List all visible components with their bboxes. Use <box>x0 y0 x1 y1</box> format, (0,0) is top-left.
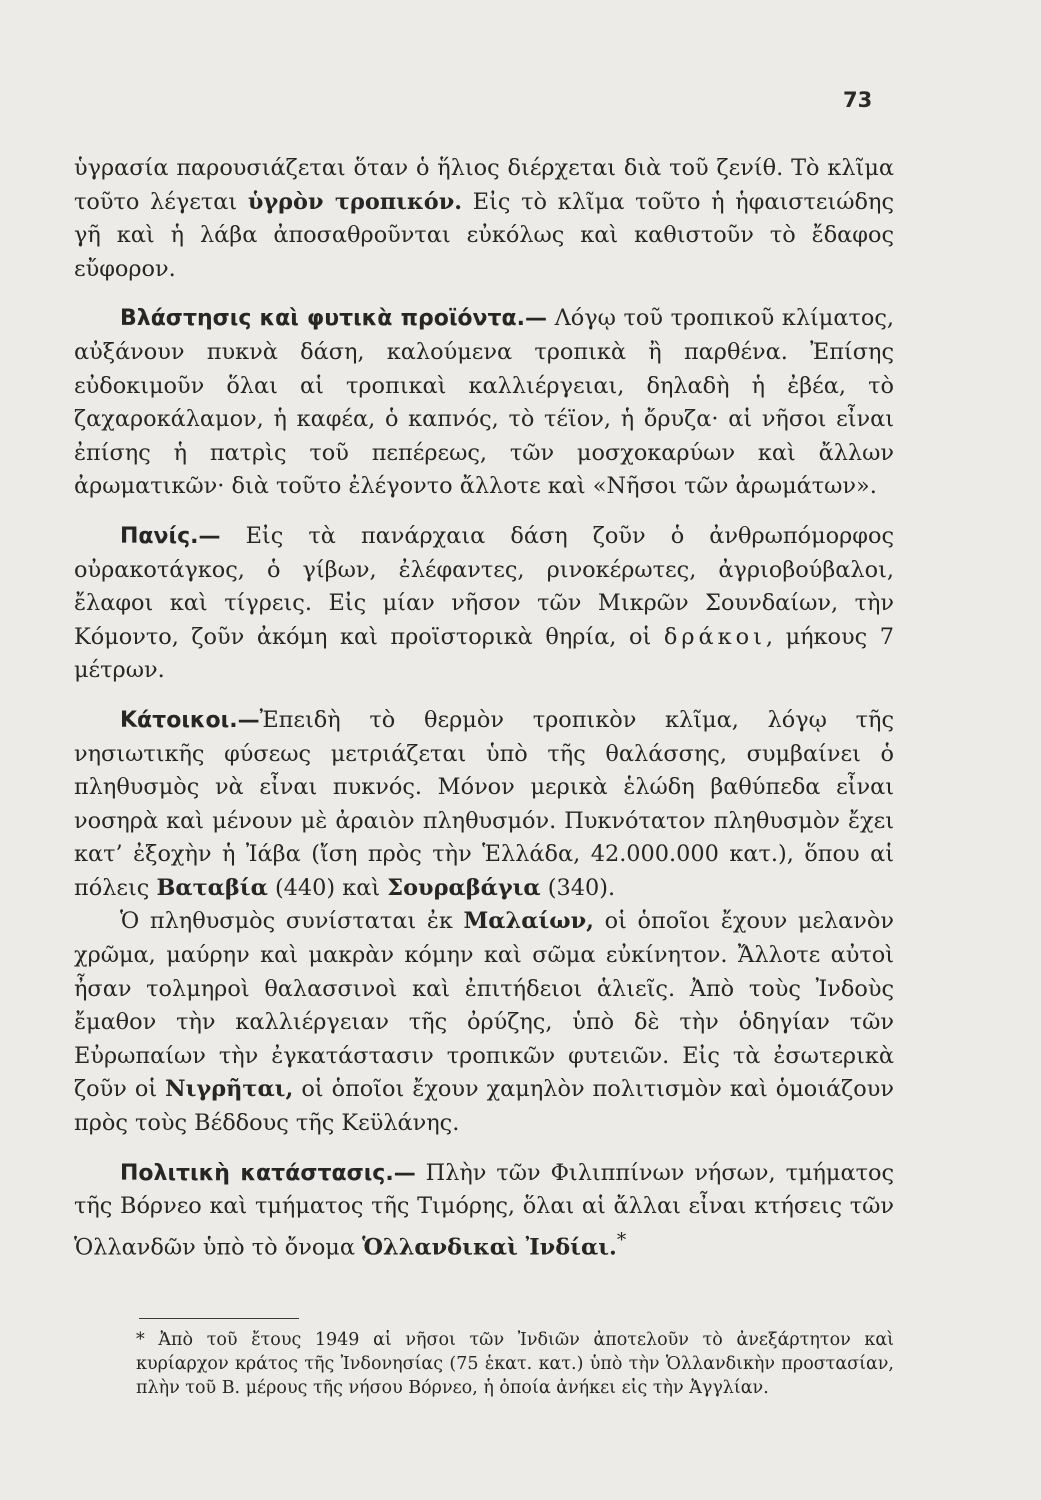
population-text-2: οἱ ὁποῖοι ἔχουν μελανὸν χρῶμα, μαύρην καὶ μακρὰν κόμην καὶ σῶμα εὐκίνητον. Ἄλλοτε αὐτοὶ ἦσαν τολμηροὶ θαλασσινοὶ καὶ ἐπιτήδειοι ἁλιεῖς. Ἀπὸ τοὺς Ἰνδοὺς ἔμαθον τὴν καλλιέργειαν τῆς ὀρύζης, ὑπὸ δὲ τὴν ὁδηγίαν τῶν Εὐρωπαίων τὴν ἐγκατάστασιν τροπικῶν φυτειῶν. Εἰς τὰ ἐσωτερικὰ ζοῦν οἱ <box>74 908 894 1103</box>
heading-political: Πολιτικὴ κατάστασις.— <box>120 1160 416 1186</box>
term-negritos: Νιγρῆται, <box>165 1076 294 1103</box>
footnote-text: * Ἀπὸ τοῦ ἔτους 1949 αἱ νῆσοι τῶν Ἰνδιῶν ἀποτελοῦν τὸ ἀνεξάρτητον καὶ κυρίαρχον κράτος τῆς Ἰνδονησίας (75 ἑκατ. κατ.) ὑπὸ τὴν Ὁλλανδικὴν προστασίαν, πλὴν τοῦ Β. μέρους τῆς νήσου Βόρνεο, ἡ ὁποία ἀνήκει εἰς τὴν Ἀγγλίαν. <box>136 1330 894 1398</box>
term-surabaya: Σουραβάγια <box>387 874 541 901</box>
fauna-dragons: δράκοι <box>663 623 766 650</box>
term-humid-tropical: ὑγρὸν τροπικόν. <box>247 188 463 215</box>
main-text <box>74 152 894 1265</box>
paragraph-political <box>74 1157 894 1265</box>
term-dutch-indies: Ὁλλανδικαὶ Ἰνδίαι. <box>362 1234 617 1261</box>
heading-vegetation: Βλάστησις καὶ φυτικὰ προϊόντα.— <box>120 306 548 332</box>
population-text: Ὁ πληθυσμὸς συνίσταται ἐκ <box>120 908 464 935</box>
vegetation-text: Λόγῳ τοῦ τροπικοῦ κλίματος, αὐξάνουν πυκνὰ δάση, καλούμενα τροπικὰ ἢ παρθένα. Ἐπίσης εὐδοκιμοῦν ὅλαι αἱ τροπικαὶ καλλιέργειαι, δηλαδὴ ἡ ἐβέα, τὸ ζαχαροκάλαμον, ἡ καφέα, ὁ καπνός, τὸ τέϊον, ἡ ὄρυζα· αἱ νῆσοι εἶναι ἐπίσης ἡ πατρὶς τοῦ πεπέρεως, τῶν μοσχοκαρύων καὶ ἄλλων ἀρωματικῶν· διὰ τοῦτο ἐλέγοντο ἄλλοτε καὶ «Νῆσοι τῶν ἀρωμάτων». <box>74 305 894 500</box>
climate-text: ὑγρασία παρουσιάζεται ὅταν ὁ ἥλιος διέρχεται διὰ τοῦ ζενίθ. Τὸ κλῖμα τοῦτο λέγεται <box>74 155 894 215</box>
term-malays: Μαλαίων, <box>463 908 594 935</box>
paragraph-fauna <box>74 520 894 688</box>
population-text-3: οἱ ὁποῖοι ἔχουν χαμηλὸν πολιτισμὸν καὶ ὁμοιάζουν πρὸς τοὺς Βέδδους τῆς Κεϋλάνης. <box>74 1076 894 1137</box>
inhabitants-text-3: (340). <box>540 874 616 901</box>
paragraph-inhabitants <box>74 704 894 906</box>
heading-inhabitants: Κάτοικοι.— <box>120 707 260 733</box>
inhabitants-text: Ἐπειδὴ τὸ θερμὸν τροπικὸν κλῖμα, λόγῳ τῆς νησιωτικῆς φύσεως μετριάζεται ὑπὸ τῆς θαλάσσης, συμβαίνει ὁ πληθυσμὸς νὰ εἶναι πυκνός. Μόνον μερικὰ ἑλώδη βαθύπεδα εἶναι νοσηρὰ καὶ μένουν μὲ ἀραιὸν πληθυσμόν. Πυκνότατον πληθυσμὸν ἔχει κατ’ ἐξοχὴν ἡ Ἰάβα (ἴση πρὸς τὴν Ἑλλάδα, 42.000.000 κατ.), ὅπου αἱ πόλεις <box>74 706 894 901</box>
climate-text-rest: Εἰς τὸ κλῖμα τοῦτο ἡ ἡφαιστειώδης γῆ καὶ ἡ λάβα ἀποσαθροῦνται εὐκόλως καὶ καθιστοῦν τὸ ἔδαφος εὔφορον. <box>74 188 894 282</box>
footnote-divider <box>139 1318 299 1319</box>
footnote-marker: * <box>616 1229 627 1251</box>
heading-fauna: Πανίς.— <box>120 523 221 549</box>
footnote <box>136 1328 894 1400</box>
paragraph-population <box>74 905 894 1140</box>
fauna-text-end: , μήκους 7 μέτρων. <box>74 623 894 684</box>
page-number: 73 <box>843 88 873 112</box>
political-text: Πλὴν τῶν Φιλιππίνων νήσων, τμήματος τῆς Βόρνεο καὶ τμήματος τῆς Τιμόρης, ὅλαι αἱ ἄλλαι εἶναι κτήσεις τῶν Ὁλλανδῶν ὑπὸ τὸ ὄνομα <box>74 1159 894 1261</box>
term-batavia: Βαταβία <box>156 874 268 901</box>
fauna-text: Εἰς τὰ πανάρχαια δάση ζοῦν ὁ ἀνθρωπόμορφος οὐρακοτάγκος, ὁ γίβων, ἐλέφαντες, ρινοκέρωτες, ἀγριοβούβαλοι, ἔλαφοι καὶ τίγρεις. Εἰς μίαν νῆσον τῶν Μικρῶν Σουνδαίων, τὴν Κόμοντο, ζοῦν ἀκόμη καὶ προϊστορικὰ θηρία, οἱ <box>74 522 894 650</box>
paragraph-climate <box>74 152 894 286</box>
paragraph-vegetation <box>74 302 894 504</box>
inhabitants-text-2: (440) καὶ <box>267 874 388 901</box>
